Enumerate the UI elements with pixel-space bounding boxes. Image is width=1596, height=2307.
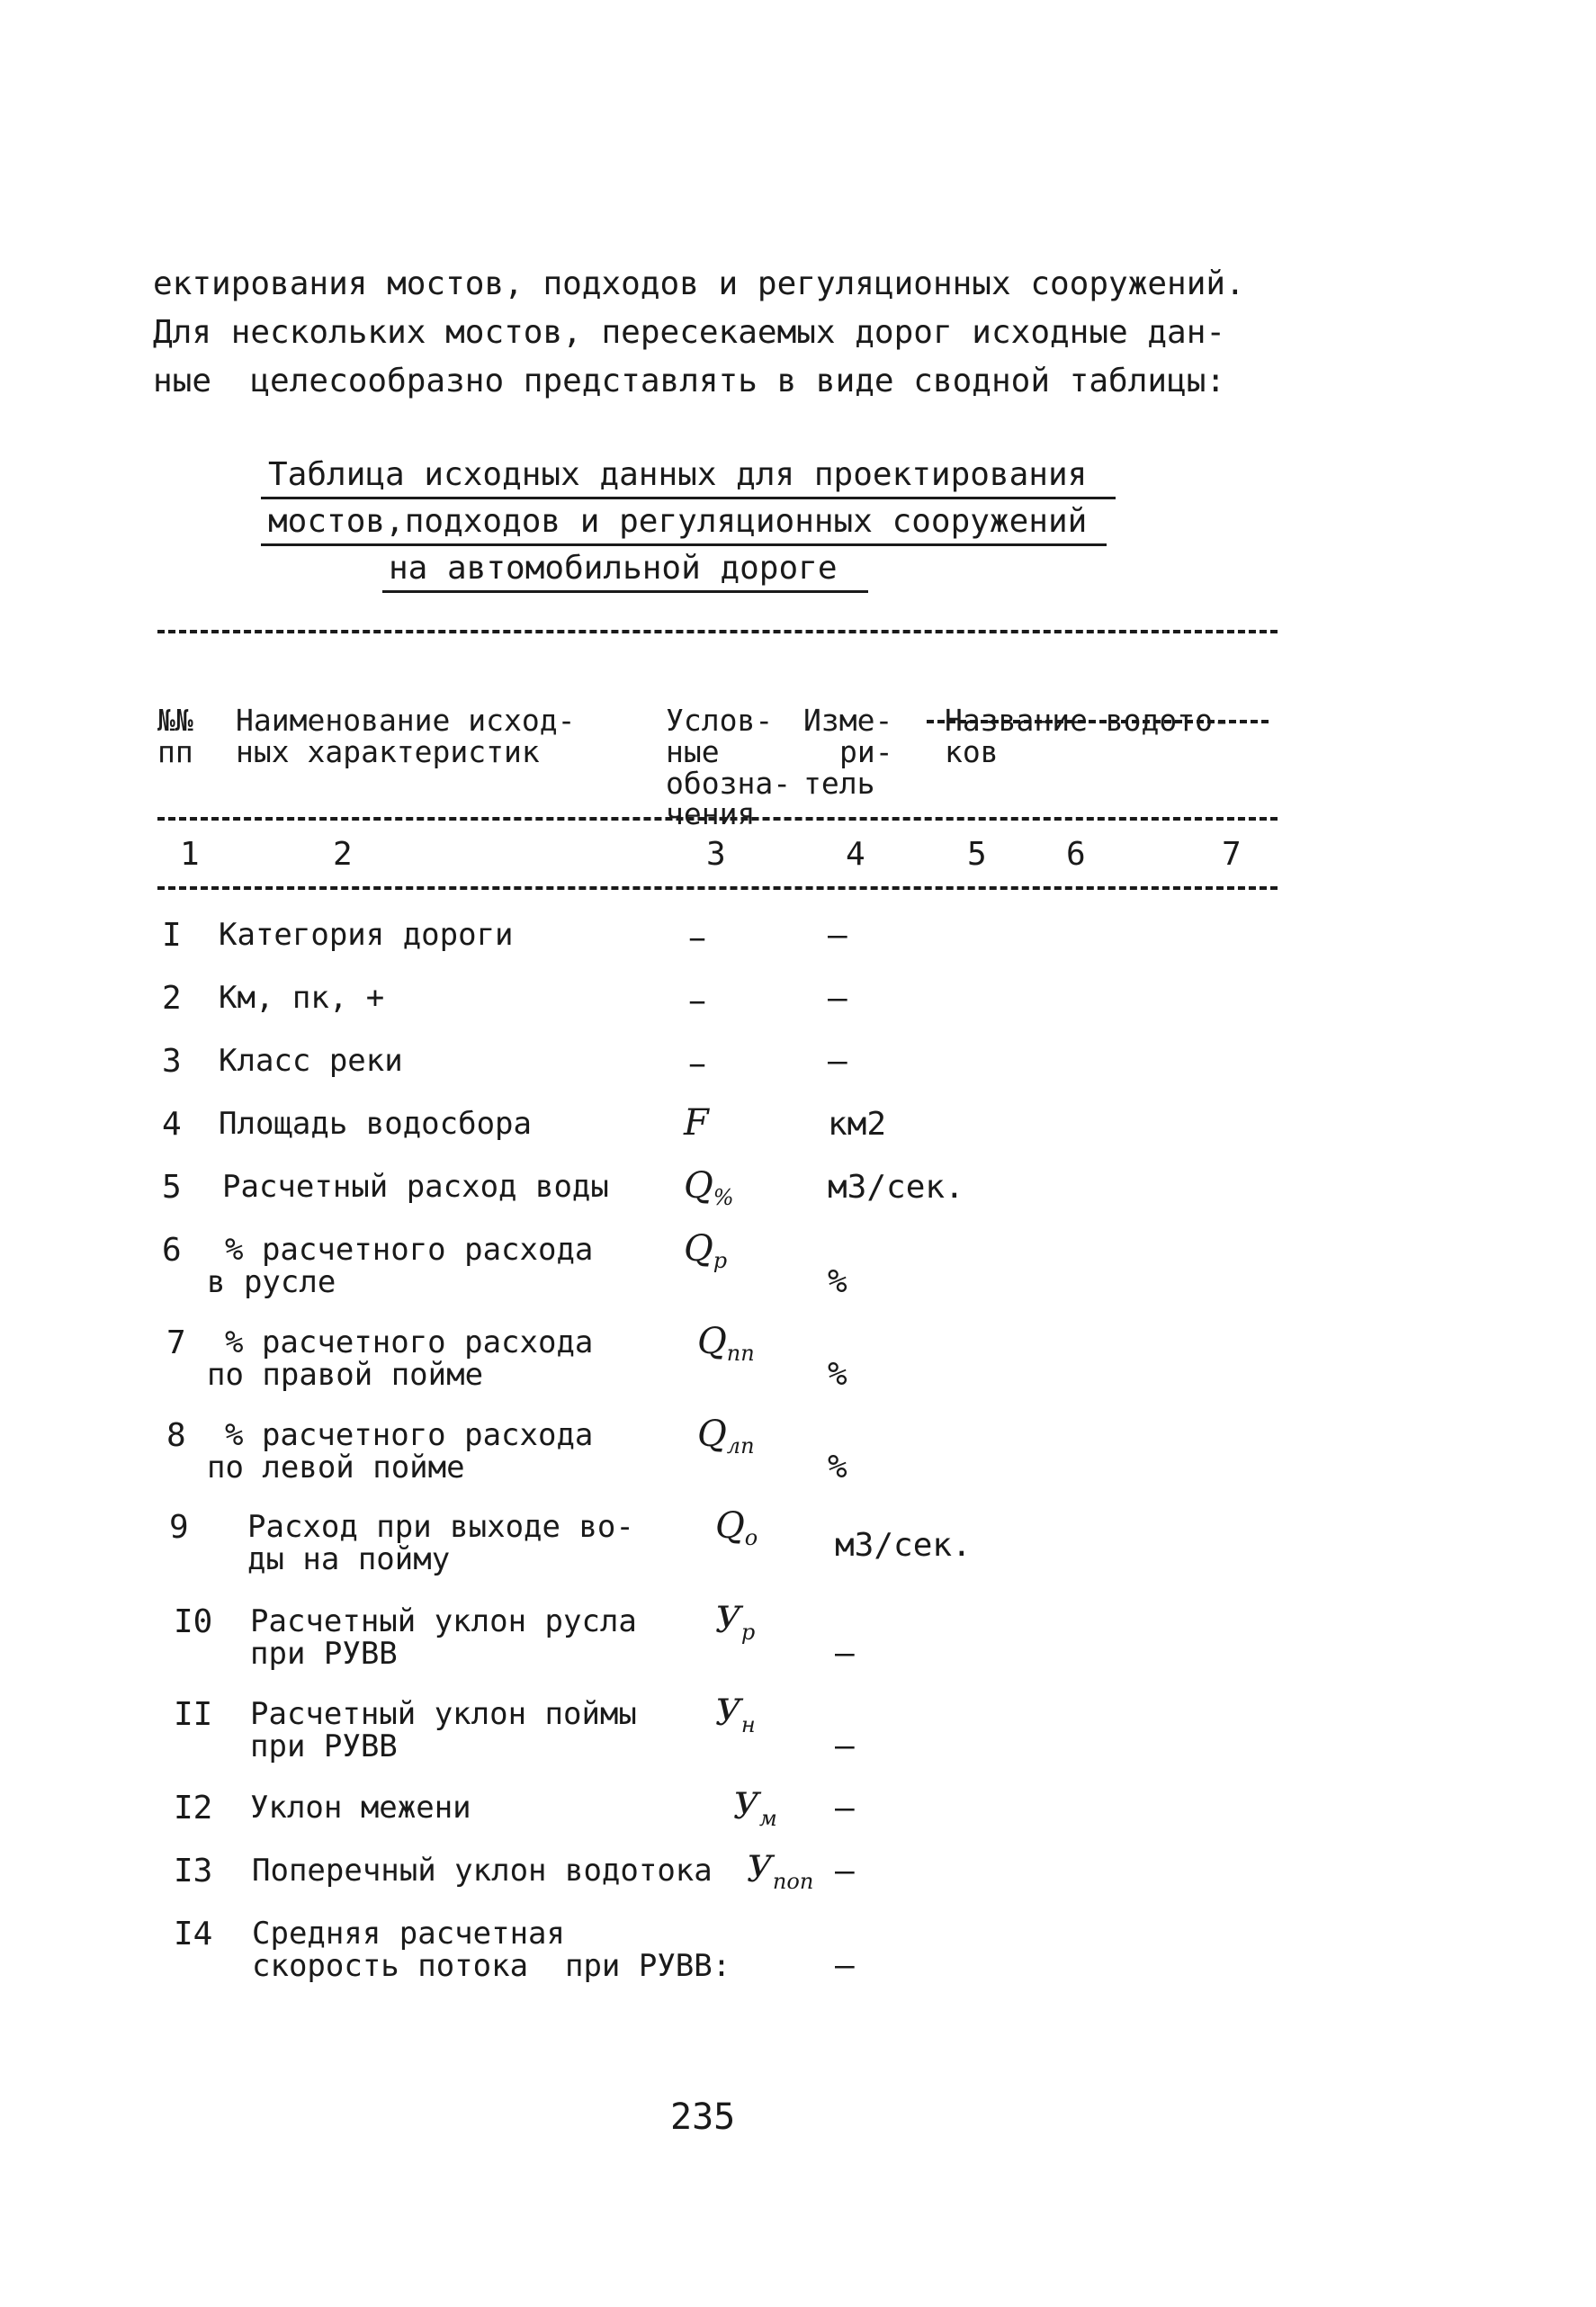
row-unit: % <box>828 1449 847 1486</box>
header-col3: Услов- ные обозна- чения <box>666 703 792 832</box>
row-symbol: – <box>688 1043 706 1084</box>
header-col1: №№ пп <box>157 703 193 769</box>
row-symbol: $У_р$ <box>715 1600 756 1645</box>
table-title-line-1: Таблица исходных данных для проектирования <box>268 456 1088 493</box>
table-title-line-2: мостов,подходов и регуляционных сооружений <box>268 503 1088 540</box>
row-name: Средняя расчетная <box>252 1916 565 1952</box>
header-bottom-rule <box>157 817 1278 821</box>
row-number: 8 <box>166 1417 186 1454</box>
row-unit: – <box>828 917 847 954</box>
header-col5-rule <box>927 720 1269 723</box>
row-number: 5 <box>162 1169 182 1206</box>
row-name: в русле <box>207 1264 336 1300</box>
row-symbol: $Q_{\%}$ <box>684 1165 734 1210</box>
row-name: ды на пойму <box>247 1541 451 1577</box>
row-name: Уклон межени <box>250 1790 471 1826</box>
row-name: скорость потока при РУВВ: <box>252 1948 731 1984</box>
row-name: Расчетный уклон поймы <box>250 1696 637 1732</box>
row-name: Категория дороги <box>219 917 514 953</box>
col-numbers-bottom-rule <box>157 886 1278 890</box>
row-unit: – <box>835 1790 855 1827</box>
row-symbol: $У_м$ <box>733 1786 777 1831</box>
row-unit: – <box>828 980 847 1017</box>
row-number: I4 <box>174 1916 213 1952</box>
row-unit: – <box>835 1635 855 1672</box>
row-unit: – <box>835 1853 855 1890</box>
row-number: I <box>162 917 182 954</box>
intro-line-2: Для нескольких мостов, пересекаемых дорог исходные дан- <box>153 314 1226 351</box>
row-name: Расчетный уклон русла <box>250 1603 637 1639</box>
intro-line-3: ные целесообразно представлять в виде сводной таблицы: <box>153 363 1226 399</box>
title-underline-3 <box>382 590 868 593</box>
row-unit: – <box>828 1043 847 1080</box>
row-symbol: – <box>688 917 706 958</box>
col-number-3: 3 <box>706 836 726 873</box>
row-symbol: $У_н$ <box>715 1692 756 1737</box>
header-col4: Изме- ри- тель <box>803 703 893 801</box>
row-name: Км, пк, + <box>219 980 385 1016</box>
table-title-line-3: на автомобильной дороге <box>389 550 838 587</box>
row-unit: – <box>835 1947 855 1984</box>
header-col5: Название водото- ков <box>945 703 1231 769</box>
row-symbol: $Q_о$ <box>715 1505 758 1550</box>
col-number-1: 1 <box>180 836 200 873</box>
row-symbol: – <box>688 980 706 1021</box>
row-number: 6 <box>162 1232 182 1269</box>
row-symbol: $Q_{пп}$ <box>697 1321 755 1366</box>
header-top-rule <box>157 630 1278 633</box>
row-number: I0 <box>174 1603 213 1640</box>
row-name: при РУВВ <box>250 1636 398 1672</box>
row-name: Класс реки <box>219 1043 403 1079</box>
row-name: по левой пойме <box>207 1450 465 1486</box>
row-number: 2 <box>162 980 182 1017</box>
title-underline-1 <box>261 497 1116 499</box>
row-name: по правой пойме <box>207 1357 484 1393</box>
title-underline-2 <box>261 543 1107 546</box>
row-unit: – <box>835 1728 855 1764</box>
col-number-7: 7 <box>1222 836 1242 873</box>
row-symbol: $У_{поп}$ <box>747 1849 814 1894</box>
row-name: Расход при выходе во- <box>247 1509 634 1545</box>
row-unit: м3/сек. <box>835 1527 972 1564</box>
row-number: I2 <box>174 1790 213 1827</box>
row-name: при РУВВ <box>250 1728 398 1764</box>
row-unit: % <box>828 1356 847 1393</box>
page-number: 235 <box>670 2096 736 2138</box>
row-number: 4 <box>162 1106 182 1143</box>
row-symbol: $Q_р$ <box>684 1228 728 1273</box>
row-number: I3 <box>174 1853 213 1890</box>
intro-line-1: ектирования мостов, подходов и регуляционных сооружений. <box>153 265 1245 302</box>
row-name: Расчетный расход воды <box>222 1169 609 1205</box>
row-name: % расчетного расхода <box>225 1324 594 1360</box>
row-name: Поперечный уклон водотока <box>252 1853 713 1889</box>
row-number: II <box>174 1696 213 1733</box>
row-number: 9 <box>169 1509 189 1546</box>
row-name: Площадь водосбора <box>219 1106 532 1142</box>
col-number-6: 6 <box>1066 836 1086 873</box>
row-symbol: F <box>684 1102 709 1144</box>
row-unit: км2 <box>828 1106 887 1143</box>
row-unit: м3/сек. <box>828 1169 964 1206</box>
col-number-5: 5 <box>967 836 987 873</box>
row-number: 3 <box>162 1043 182 1080</box>
row-name: % расчетного расхода <box>225 1417 594 1453</box>
row-number: 7 <box>166 1324 186 1361</box>
header-col2: Наименование исход- ных характеристик <box>236 703 576 769</box>
row-name: % расчетного расхода <box>225 1232 594 1268</box>
col-number-2: 2 <box>333 836 353 873</box>
col-number-4: 4 <box>846 836 865 873</box>
row-symbol: $Q_{лп}$ <box>697 1414 755 1459</box>
row-unit: % <box>828 1263 847 1300</box>
